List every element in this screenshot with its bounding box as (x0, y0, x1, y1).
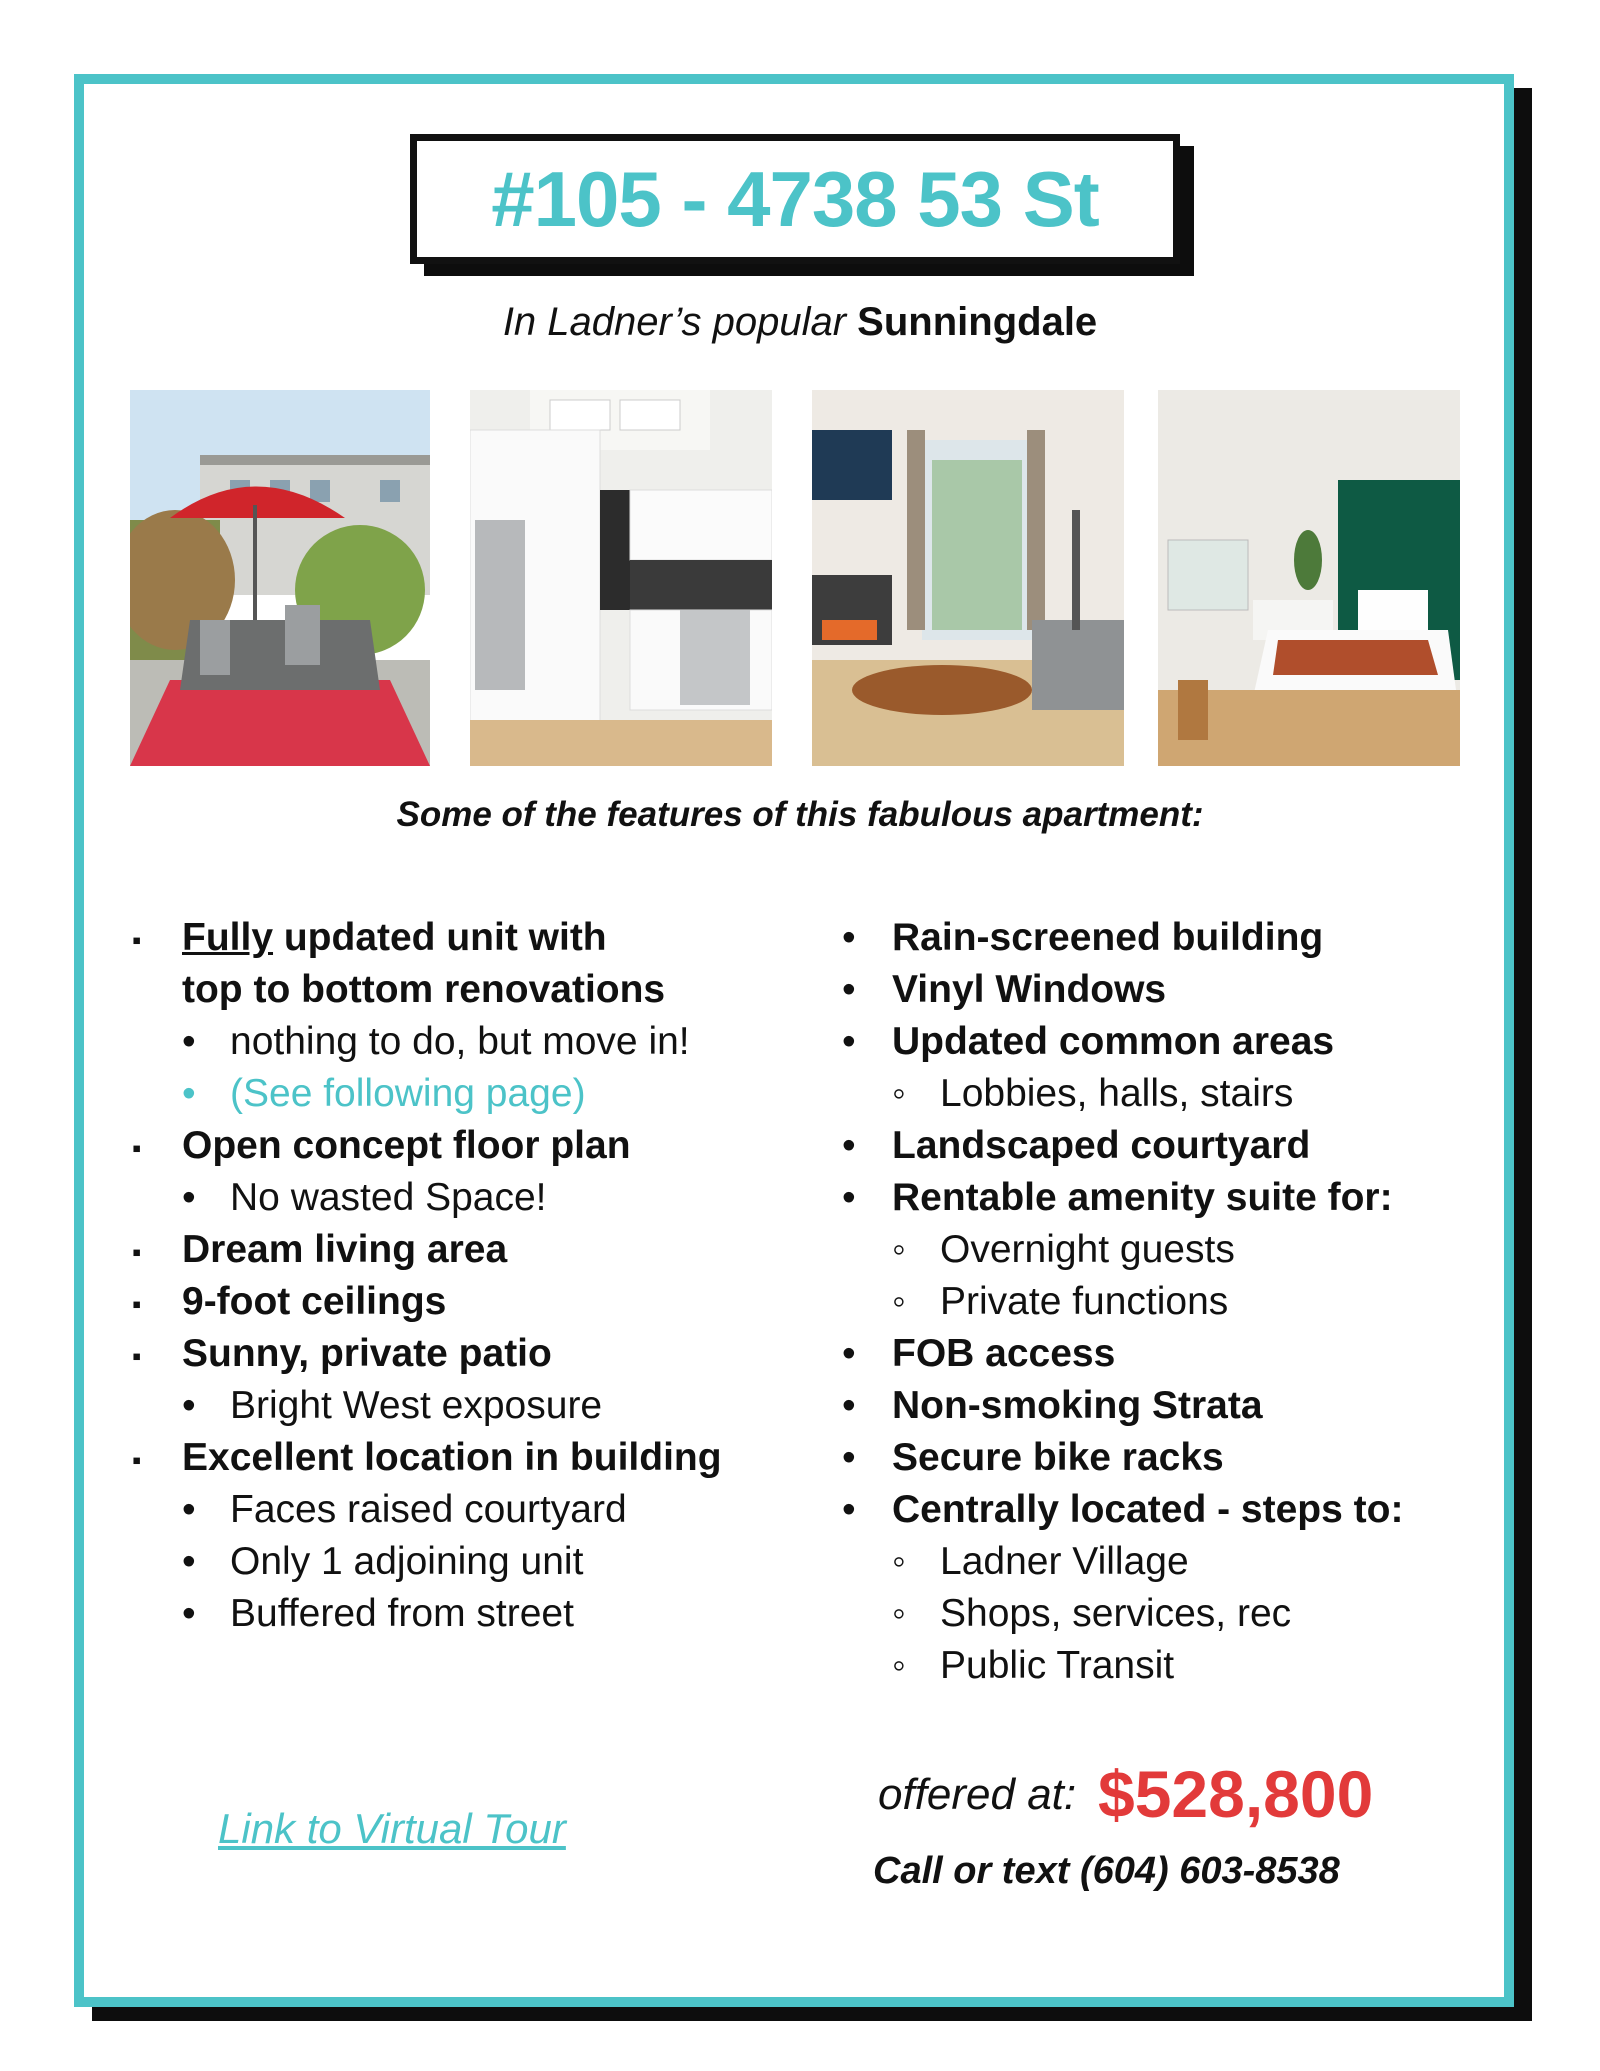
dot-bullet-icon: • (182, 1020, 196, 1063)
list-item-text: top to bottom renovations (182, 968, 666, 1011)
dot-bullet-icon: • (842, 1124, 856, 1167)
subtitle (0, 300, 1600, 345)
circle-bullet-icon: ◦ (892, 1228, 906, 1271)
list-item (132, 912, 772, 964)
list-subitem-text: Bright West exposure (230, 1384, 603, 1427)
square-bullet-icon: ▪ (132, 1237, 142, 1267)
list-subitem-text: Faces raised courtyard (230, 1488, 627, 1531)
dot-bullet-icon: • (842, 968, 856, 1011)
list-subitem-text: Only 1 adjoining unit (230, 1540, 584, 1583)
list-item-text: Updated common areas (892, 1020, 1335, 1063)
list-item (842, 964, 1502, 1016)
list-item-text: FOB access (892, 1332, 1116, 1375)
circle-bullet-icon: ◦ (892, 1540, 906, 1583)
list-item (132, 1120, 772, 1172)
list-subitem (842, 1276, 1502, 1328)
dot-bullet-icon: • (842, 1176, 856, 1219)
list-item (842, 912, 1502, 964)
dot-bullet-icon: • (182, 1488, 196, 1531)
list-subitem (132, 1016, 772, 1068)
list-subitem (842, 1588, 1502, 1640)
dot-bullet-icon: • (842, 916, 856, 959)
list-item-text: updated unit with (273, 916, 607, 959)
list-item (132, 1224, 772, 1276)
list-item (132, 1432, 772, 1484)
features-heading: Some of the features of this fabulous apartment: (396, 795, 1204, 834)
dot-bullet-icon: • (182, 1540, 196, 1583)
list-item-text: Rentable amenity suite for: (892, 1176, 1393, 1219)
see-following-page-text[interactable]: (See following page) (230, 1072, 586, 1115)
photo-kitchen (470, 390, 772, 766)
photo-patio (130, 390, 430, 766)
page-title: #105 - 4738 53 St (491, 154, 1099, 243)
list-item-text: Dream living area (182, 1228, 508, 1271)
list-item (842, 1380, 1502, 1432)
list-item (842, 1328, 1502, 1380)
contact-phone: Call or text (604) 603-8538 (873, 1850, 1340, 1892)
list-item-text: Open concept floor plan (182, 1124, 631, 1167)
list-item (132, 1276, 772, 1328)
list-subitem-text: Overnight guests (940, 1228, 1235, 1271)
square-bullet-icon: ▪ (132, 925, 142, 955)
list-subitem (842, 1224, 1502, 1276)
photo-living-room (812, 390, 1124, 766)
list-subitem (132, 1588, 772, 1640)
dot-bullet-icon: • (182, 1592, 196, 1635)
list-item-text: 9-foot ceilings (182, 1280, 447, 1323)
features-list-left (132, 912, 772, 1640)
list-subitem-text: nothing to do, but move in! (230, 1020, 690, 1063)
price: $528,800 (1098, 1757, 1374, 1831)
subtitle-place: Sunningdale (857, 300, 1098, 344)
list-subitem-link[interactable] (132, 1068, 772, 1120)
list-item-text: Sunny, private patio (182, 1332, 552, 1375)
circle-bullet-icon: ◦ (892, 1072, 906, 1115)
dot-bullet-icon: • (842, 1436, 856, 1479)
list-item-continuation (132, 964, 772, 1016)
list-subitem-text: Lobbies, halls, stairs (940, 1072, 1294, 1115)
subtitle-prefix: In Ladner’s popular (502, 300, 847, 344)
list-subitem (842, 1536, 1502, 1588)
list-subitem (132, 1172, 772, 1224)
list-subitem-text: Ladner Village (940, 1540, 1189, 1583)
dot-bullet-icon: • (182, 1176, 196, 1219)
circle-bullet-icon: ◦ (892, 1592, 906, 1635)
list-subitem (132, 1484, 772, 1536)
dot-bullet-icon: • (842, 1020, 856, 1063)
circle-bullet-icon: ◦ (892, 1280, 906, 1323)
dot-bullet-icon: • (842, 1384, 856, 1427)
list-item (842, 1016, 1502, 1068)
list-item (842, 1484, 1502, 1536)
square-bullet-icon: ▪ (132, 1341, 142, 1371)
list-item-text: Centrally located - steps to: (892, 1488, 1404, 1531)
square-bullet-icon: ▪ (132, 1289, 142, 1319)
list-item-text: Secure bike racks (892, 1436, 1224, 1479)
dot-bullet-icon: • (182, 1384, 196, 1427)
title-box (410, 134, 1180, 264)
offer-label: offered at: (878, 1770, 1077, 1819)
fully-underlined: Fully (182, 916, 274, 959)
list-item (842, 1432, 1502, 1484)
list-subitem-text: Private functions (940, 1280, 1229, 1323)
list-subitem (132, 1536, 772, 1588)
list-item (842, 1120, 1502, 1172)
list-subitem (842, 1640, 1502, 1692)
list-item-text: Rain-screened building (892, 916, 1324, 959)
list-subitem (842, 1068, 1502, 1120)
dot-bullet-icon: • (842, 1488, 856, 1531)
list-item-text: Excellent location in building (182, 1436, 722, 1479)
list-item-text: Non-smoking Strata (892, 1384, 1263, 1427)
photo-bedroom (1158, 390, 1460, 766)
list-item-text: Landscaped courtyard (892, 1124, 1311, 1167)
square-bullet-icon: ▪ (132, 1133, 142, 1163)
list-item (842, 1172, 1502, 1224)
features-list-right (842, 912, 1502, 1692)
list-subitem-text: No wasted Space! (230, 1176, 547, 1219)
list-subitem (132, 1380, 772, 1432)
list-subitem-text: Public Transit (940, 1644, 1175, 1687)
virtual-tour-link[interactable]: Link to Virtual Tour (218, 1805, 566, 1852)
square-bullet-icon: ▪ (132, 1445, 142, 1475)
dot-bullet-icon: • (842, 1332, 856, 1375)
dot-bullet-icon: • (182, 1072, 196, 1115)
list-subitem-text: Shops, services, rec (940, 1592, 1292, 1635)
circle-bullet-icon: ◦ (892, 1644, 906, 1687)
list-item (132, 1328, 772, 1380)
list-item-text: Vinyl Windows (892, 968, 1167, 1011)
list-subitem-text: Buffered from street (230, 1592, 574, 1635)
